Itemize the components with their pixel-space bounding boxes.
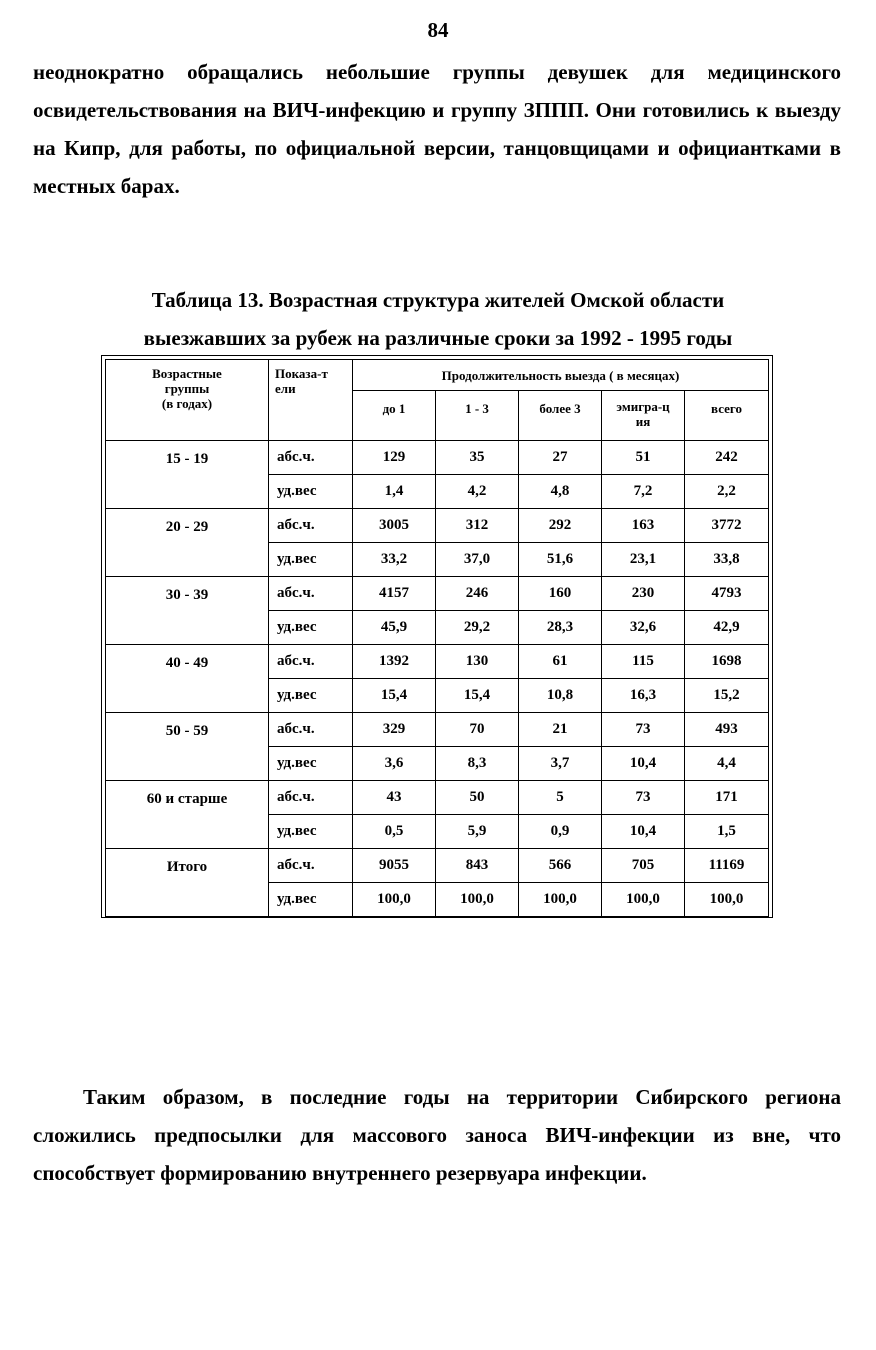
value-cell-total: 493 xyxy=(685,713,769,747)
header-age-group xyxy=(106,360,269,441)
value-cell-emigration: 7,2 xyxy=(602,475,685,509)
header-col-over-3: более 3 xyxy=(519,391,602,441)
indicator-cell: уд.вес xyxy=(269,679,353,713)
value-cell-over-3: 51,6 xyxy=(519,543,602,577)
indicator-cell: уд.вес xyxy=(269,815,353,849)
indicator-cell: абс.ч. xyxy=(269,509,353,543)
age-group-cell: 30 - 39 xyxy=(106,577,269,645)
value-cell-up-to-1: 1392 xyxy=(353,645,436,679)
value-cell-up-to-1: 0,5 xyxy=(353,815,436,849)
value-cell-up-to-1: 33,2 xyxy=(353,543,436,577)
paragraph-top-text: неоднократно обращались небольшие группы девушек для медицинского освидетельствования на ВИЧ-инфекцию и группу ЗППП. Они готовились к выезду на Кипр, для работы, по официальной версии, танцовщицами и официантками в местных барах. xyxy=(33,60,841,198)
value-cell-over-3: 27 xyxy=(519,441,602,475)
value-cell-emigration: 32,6 xyxy=(602,611,685,645)
header-indicator-line1: Показа-т xyxy=(275,366,328,381)
header-col-emigration-line2: ия xyxy=(635,414,651,429)
value-cell-1-3: 8,3 xyxy=(436,747,519,781)
value-cell-emigration: 10,4 xyxy=(602,815,685,849)
indicator-cell: абс.ч. xyxy=(269,713,353,747)
value-cell-over-3: 5 xyxy=(519,781,602,815)
value-cell-emigration: 73 xyxy=(602,713,685,747)
table-caption-line1: Таблица 13. Возрастная структура жителей Омской области xyxy=(151,288,725,312)
value-cell-1-3: 4,2 xyxy=(436,475,519,509)
header-col-emigration xyxy=(602,391,685,441)
header-col-emigration-line1: эмигра-ц xyxy=(616,399,670,414)
value-cell-up-to-1: 3005 xyxy=(353,509,436,543)
table-row xyxy=(106,645,769,679)
value-cell-up-to-1: 9055 xyxy=(353,849,436,883)
value-cell-1-3: 130 xyxy=(436,645,519,679)
table-caption-line2: выезжавших за рубеж на различные сроки за 1992 - 1995 годы xyxy=(143,326,733,350)
value-cell-over-3: 21 xyxy=(519,713,602,747)
age-group-cell: 15 - 19 xyxy=(106,441,269,509)
value-cell-emigration: 230 xyxy=(602,577,685,611)
table-row xyxy=(106,713,769,747)
value-cell-total: 42,9 xyxy=(685,611,769,645)
header-duration: Продолжительность выезда ( в месяцах) xyxy=(353,360,769,391)
value-cell-over-3: 3,7 xyxy=(519,747,602,781)
value-cell-total: 242 xyxy=(685,441,769,475)
value-cell-over-3: 28,3 xyxy=(519,611,602,645)
indicator-cell: абс.ч. xyxy=(269,645,353,679)
value-cell-emigration: 73 xyxy=(602,781,685,815)
value-cell-over-3: 61 xyxy=(519,645,602,679)
indicator-cell: уд.вес xyxy=(269,543,353,577)
value-cell-emigration: 705 xyxy=(602,849,685,883)
header-col-1-3: 1 - 3 xyxy=(436,391,519,441)
value-cell-total: 1698 xyxy=(685,645,769,679)
table-row xyxy=(106,849,769,883)
value-cell-total: 2,2 xyxy=(685,475,769,509)
value-cell-up-to-1: 3,6 xyxy=(353,747,436,781)
age-structure-table xyxy=(105,359,769,917)
indicator-cell: уд.вес xyxy=(269,611,353,645)
value-cell-over-3: 292 xyxy=(519,509,602,543)
table-row xyxy=(106,781,769,815)
header-age-group-line1: Возрастные xyxy=(152,366,222,381)
value-cell-up-to-1: 4157 xyxy=(353,577,436,611)
value-cell-1-3: 50 xyxy=(436,781,519,815)
header-age-group-line3: (в годах) xyxy=(161,396,213,411)
value-cell-1-3: 29,2 xyxy=(436,611,519,645)
indicator-cell: абс.ч. xyxy=(269,577,353,611)
indicator-cell: уд.вес xyxy=(269,883,353,917)
page-number: 84 xyxy=(427,18,449,42)
value-cell-over-3: 160 xyxy=(519,577,602,611)
paragraph-top xyxy=(33,53,841,205)
value-cell-total: 1,5 xyxy=(685,815,769,849)
value-cell-over-3: 10,8 xyxy=(519,679,602,713)
age-group-cell: 50 - 59 xyxy=(106,713,269,781)
indicator-cell: абс.ч. xyxy=(269,441,353,475)
value-cell-up-to-1: 45,9 xyxy=(353,611,436,645)
value-cell-total: 171 xyxy=(685,781,769,815)
value-cell-emigration: 100,0 xyxy=(602,883,685,917)
indicator-cell: уд.вес xyxy=(269,747,353,781)
age-group-cell: 40 - 49 xyxy=(106,645,269,713)
value-cell-total: 15,2 xyxy=(685,679,769,713)
value-cell-emigration: 163 xyxy=(602,509,685,543)
value-cell-1-3: 843 xyxy=(436,849,519,883)
value-cell-total: 3772 xyxy=(685,509,769,543)
value-cell-up-to-1: 129 xyxy=(353,441,436,475)
value-cell-total: 4793 xyxy=(685,577,769,611)
age-group-cell: Итого xyxy=(106,849,269,917)
value-cell-over-3: 0,9 xyxy=(519,815,602,849)
value-cell-over-3: 566 xyxy=(519,849,602,883)
value-cell-1-3: 70 xyxy=(436,713,519,747)
value-cell-emigration: 51 xyxy=(602,441,685,475)
value-cell-total: 100,0 xyxy=(685,883,769,917)
value-cell-up-to-1: 329 xyxy=(353,713,436,747)
indicator-cell: уд.вес xyxy=(269,475,353,509)
value-cell-up-to-1: 43 xyxy=(353,781,436,815)
paragraph-bottom-text: Таким образом, в последние годы на территории Сибирского региона сложились предпосылки для массового заноса ВИЧ-инфекции из вне, что способствует формированию внутреннего резервуара инфекции. xyxy=(33,1085,841,1185)
value-cell-1-3: 15,4 xyxy=(436,679,519,713)
value-cell-total: 4,4 xyxy=(685,747,769,781)
header-col-total: всего xyxy=(685,391,769,441)
header-indicator-line2: ели xyxy=(275,381,296,396)
age-group-cell: 20 - 29 xyxy=(106,509,269,577)
value-cell-up-to-1: 15,4 xyxy=(353,679,436,713)
header-col-up-to-1: до 1 xyxy=(353,391,436,441)
paragraph-bottom xyxy=(33,1078,841,1192)
table-row xyxy=(106,509,769,543)
header-indicator xyxy=(269,360,353,441)
value-cell-1-3: 35 xyxy=(436,441,519,475)
table-row xyxy=(106,577,769,611)
indicator-cell: абс.ч. xyxy=(269,849,353,883)
table-row xyxy=(106,441,769,475)
table-frame xyxy=(101,355,773,918)
value-cell-over-3: 4,8 xyxy=(519,475,602,509)
value-cell-1-3: 100,0 xyxy=(436,883,519,917)
value-cell-1-3: 312 xyxy=(436,509,519,543)
value-cell-1-3: 37,0 xyxy=(436,543,519,577)
age-group-cell: 60 и старше xyxy=(106,781,269,849)
value-cell-1-3: 246 xyxy=(436,577,519,611)
value-cell-total: 11169 xyxy=(685,849,769,883)
value-cell-emigration: 23,1 xyxy=(602,543,685,577)
value-cell-up-to-1: 100,0 xyxy=(353,883,436,917)
indicator-cell: абс.ч. xyxy=(269,781,353,815)
header-age-group-line2: группы xyxy=(164,381,210,396)
value-cell-over-3: 100,0 xyxy=(519,883,602,917)
value-cell-1-3: 5,9 xyxy=(436,815,519,849)
value-cell-emigration: 10,4 xyxy=(602,747,685,781)
value-cell-emigration: 16,3 xyxy=(602,679,685,713)
value-cell-emigration: 115 xyxy=(602,645,685,679)
value-cell-up-to-1: 1,4 xyxy=(353,475,436,509)
value-cell-total: 33,8 xyxy=(685,543,769,577)
